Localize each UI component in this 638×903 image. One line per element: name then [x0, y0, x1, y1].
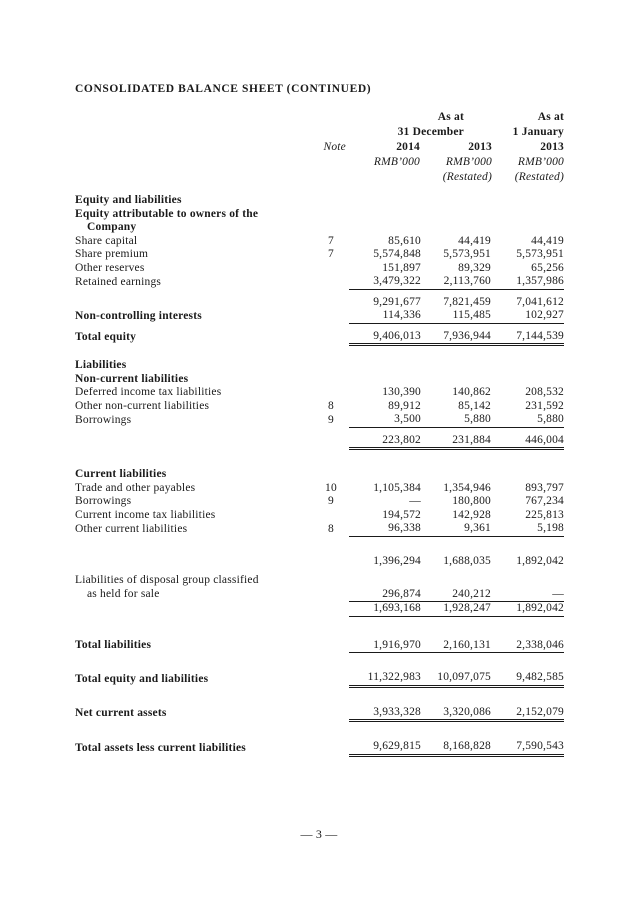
header-year-2013a: 2013	[468, 141, 492, 153]
cell-2013: 2,160,131	[421, 639, 491, 653]
cell-2013: 240,212	[421, 588, 491, 602]
header-as-at-dec: As at	[437, 111, 464, 123]
cell-2014: 9,406,013	[349, 330, 421, 345]
cell-jan-2013: 1,892,042	[491, 602, 564, 617]
total-row	[75, 706, 564, 721]
cell-2014: 85,610	[388, 234, 421, 247]
table-row	[75, 522, 564, 536]
table-row	[75, 588, 564, 602]
cell-jan-2013: 5,573,951	[516, 248, 564, 260]
cell-2014: 96,338	[349, 522, 421, 536]
table-row	[75, 309, 564, 323]
section-heading	[75, 194, 564, 208]
row-label: Liabilities of disposal group classified	[75, 574, 259, 586]
cell-jan-2013: 1,357,986	[491, 275, 564, 289]
table-row	[75, 235, 564, 249]
cell-2013: 9,361	[421, 522, 491, 536]
cell-2013: 7,936,944	[421, 330, 491, 345]
subtotal-row	[75, 555, 564, 569]
total-row	[75, 671, 564, 686]
table-row	[75, 495, 564, 509]
cell-2014: —	[409, 495, 421, 507]
row-note: 9	[328, 495, 334, 507]
cell-jan-2013: 5,880	[491, 413, 564, 427]
row-label: Retained earnings	[75, 275, 162, 288]
cell-jan-2013: 208,532	[525, 386, 564, 398]
header-unit-2: RMB’000	[445, 156, 492, 168]
row-label: Equity and liabilities	[75, 194, 182, 206]
cell-jan-2013: 9,482,585	[491, 671, 564, 686]
row-label: Total equity	[75, 331, 137, 343]
cell-2013: 115,485	[421, 309, 491, 323]
table-row	[75, 248, 564, 262]
cell-2013: 1,928,247	[421, 602, 491, 617]
cell-2014: 296,874	[349, 588, 421, 602]
total-row	[75, 740, 564, 755]
row-label: Other current liabilities	[75, 522, 188, 535]
row-label: Deferred income tax liabilities	[75, 386, 222, 398]
cell-2013: 2,113,760	[421, 275, 491, 289]
cell-2013: 5,880	[421, 413, 491, 427]
section-heading	[75, 208, 564, 222]
total-row	[75, 330, 564, 345]
cell-jan-2013: 5,198	[491, 522, 564, 536]
table-row	[75, 262, 564, 276]
cell-2014: 1,396,294	[373, 554, 421, 567]
cell-2014: 9,291,677	[373, 295, 421, 308]
row-label: Borrowings	[75, 413, 132, 426]
cell-2014: 130,390	[382, 386, 421, 398]
cell-jan-2013: 225,813	[525, 508, 564, 521]
header-as-at-jan: As at	[537, 111, 564, 123]
row-label: Total assets less current liabilities	[75, 741, 246, 754]
cell-2013: 180,800	[452, 495, 491, 507]
row-label: Company	[87, 221, 137, 233]
cell-2014: 89,912	[388, 399, 421, 412]
cell-2014: 3,500	[349, 413, 421, 427]
cell-2013: 1,688,035	[443, 554, 491, 567]
cell-jan-2013: 767,234	[525, 495, 564, 507]
cell-jan-2013: 65,256	[531, 261, 564, 274]
subtotal-row	[75, 296, 564, 310]
cell-jan-2013: 7,144,539	[491, 330, 564, 345]
section-heading	[75, 221, 564, 235]
row-label: Other non-current liabilities	[75, 399, 210, 412]
cell-2013: 7,821,459	[443, 295, 491, 308]
header-year-2014: 2014	[396, 141, 420, 153]
row-label: Equity attributable to owners of the	[75, 207, 259, 220]
table-row	[75, 413, 564, 427]
row-label: Trade and other payables	[75, 481, 196, 494]
cell-jan-2013: 2,338,046	[491, 639, 564, 653]
cell-jan-2013: 102,927	[491, 309, 564, 323]
cell-2013: 140,862	[452, 386, 491, 398]
row-note: 9	[328, 413, 334, 426]
page-title: CONSOLIDATED BALANCE SHEET (CONTINUED)	[75, 83, 372, 95]
cell-2014: 194,572	[382, 508, 421, 521]
cell-jan-2013: 7,590,543	[491, 740, 564, 755]
cell-2013: 5,573,951	[443, 248, 491, 260]
cell-2014: 3,479,322	[349, 275, 421, 289]
cell-2014: 223,802	[349, 434, 421, 449]
table-row	[75, 574, 564, 588]
cell-jan-2013: 7,041,612	[516, 295, 564, 308]
row-label: Current liabilities	[75, 468, 167, 480]
row-note: 7	[328, 248, 334, 260]
header-unit-1: RMB’000	[373, 156, 420, 168]
row-note: 8	[328, 399, 334, 412]
table-row	[75, 509, 564, 523]
table-row	[75, 482, 564, 496]
row-label: Non-current liabilities	[75, 372, 189, 385]
subtotal-row	[75, 434, 564, 449]
cell-2014: 151,897	[382, 261, 421, 274]
cell-2014: 1,693,168	[349, 602, 421, 617]
cell-jan-2013: 231,592	[525, 399, 564, 412]
cell-jan-2013: 446,004	[491, 434, 564, 449]
section-heading	[75, 373, 564, 387]
cell-2013: 142,928	[452, 508, 491, 521]
row-label: Share premium	[75, 248, 149, 260]
row-label: Non-controlling interests	[75, 309, 202, 322]
cell-2014: 3,933,328	[349, 706, 421, 721]
balance-sheet-table	[75, 194, 564, 757]
row-note: 10	[325, 481, 337, 494]
row-label: Total equity and liabilities	[75, 672, 209, 685]
row-label: Net current assets	[75, 707, 167, 719]
cell-2013: 89,329	[458, 261, 491, 274]
cell-2013: 10,097,075	[421, 671, 491, 686]
header-note: Note	[323, 141, 346, 153]
cell-2013: 85,142	[458, 399, 491, 412]
cell-2013: 44,419	[458, 234, 491, 247]
row-label: Current income tax liabilities	[75, 508, 216, 521]
subtotal-row	[75, 602, 564, 617]
cell-jan-2013: 2,152,079	[491, 706, 564, 721]
row-label: Liabilities	[75, 359, 127, 371]
row-note: 8	[328, 522, 334, 535]
cell-2014: 114,336	[349, 309, 421, 323]
header-restated-1: (Restated)	[442, 171, 492, 183]
row-note: 7	[328, 234, 334, 247]
cell-2013: 231,884	[421, 434, 491, 449]
page-number: — 3 —	[300, 827, 338, 841]
table-row	[75, 275, 564, 289]
cell-2013: 1,354,946	[443, 481, 491, 494]
cell-2013: 8,168,828	[421, 740, 491, 755]
row-label: Total liabilities	[75, 639, 152, 651]
row-label: Other reserves	[75, 261, 145, 274]
total-row	[75, 639, 564, 653]
section-heading	[75, 468, 564, 482]
cell-2013: 3,320,086	[421, 706, 491, 721]
cell-2014: 11,322,983	[349, 671, 421, 686]
cell-jan-2013: 44,419	[531, 234, 564, 247]
cell-2014: 1,916,970	[349, 639, 421, 653]
header-unit-3: RMB’000	[517, 156, 564, 168]
table-row	[75, 400, 564, 414]
cell-2014: 5,574,848	[373, 248, 421, 260]
cell-2014: 9,629,815	[349, 740, 421, 755]
row-label: Borrowings	[75, 495, 132, 507]
header-date-jan: 1 January	[512, 126, 564, 138]
header-restated-2: (Restated)	[514, 171, 564, 183]
section-heading	[75, 359, 564, 373]
row-label: as held for sale	[87, 588, 160, 600]
header-year-2013b: 2013	[540, 141, 564, 153]
cell-2014: 1,105,384	[373, 481, 421, 494]
header-date-dec: 31 December	[397, 126, 464, 138]
table-row	[75, 386, 564, 400]
cell-jan-2013: 1,892,042	[516, 554, 564, 567]
row-label: Share capital	[75, 234, 138, 247]
cell-jan-2013: —	[491, 588, 564, 602]
cell-jan-2013: 893,797	[525, 481, 564, 494]
